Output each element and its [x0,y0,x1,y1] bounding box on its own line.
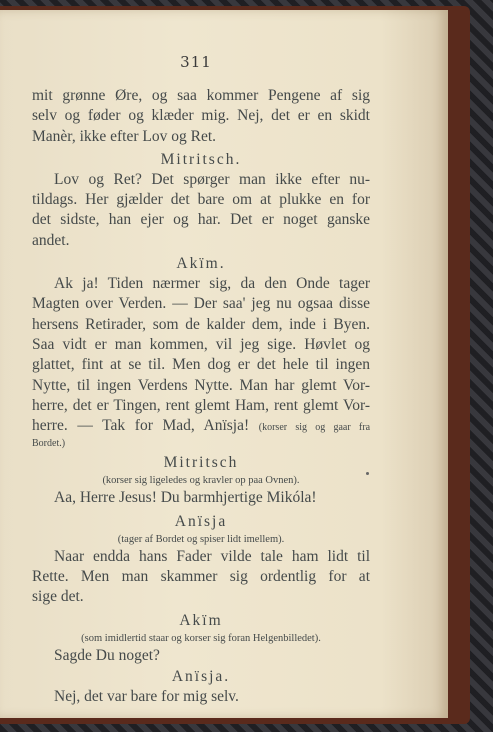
text-line: Ak ja! Tiden nærmer sig, da den Onde tager [54,275,370,293]
text-line: andet. [32,231,70,249]
stage-direction: (korser sig ligeledes og kravler op paa Ovnen). [102,475,300,487]
text-line: Sagde Du noget? [54,646,160,664]
text-line: Saa vidt er man kommen, vil jeg sige. Høvlet og [32,335,370,353]
text-line: herre, det er Tingen, rent glemt Ham, rent glemt Vor- [32,396,370,414]
speaker-name: Anïsja. [171,667,231,685]
stage-direction: (som imidlertid staar og korser sig foran Helgenbilledet). [81,632,321,644]
speaker-name: Anïsja [174,512,228,530]
text-line: Nej, det var bare for mig selv. [54,687,239,705]
dialogue-text: herre. — Tak for Mad, Anïsja! [32,417,259,435]
text-line: Nytte, til ingen Verdens Nytte. Man har glemt Vor- [32,376,370,394]
stage-direction: (korser sig og gaar fra [258,422,371,434]
speaker-name: Mitritsch [163,454,239,472]
text-line: Lov og Ret? Det spørger man ikke efter nu- [54,170,370,188]
text-line: selv og føder og klæder mig. Nej, det er en skidt [32,107,370,125]
stage-direction: Bordet.) [32,438,66,450]
stage-direction: (tager af Bordet og spiser lidt imellem). [117,533,285,545]
text-line: det sidste, han ejer og har. Det er noget ganske [32,211,370,229]
text-line: tildags. Her gjælder det bare om at plukke en for [32,191,370,209]
text-line [32,416,370,436]
text-line: sige det. [32,588,84,606]
speaker-name: Mitritsch. [160,150,242,168]
text-line: Aa, Herre Jesus! Du barmhjertige Mikóla! [54,489,317,507]
text-line: Magten over Verden. — Der saa' jeg nu ogsaa disse [32,295,370,313]
book-page [0,10,448,718]
text-line: glattet, fint at se til. Men dog er det hele til ingen [32,356,370,374]
page-number: 311 [180,53,212,71]
speaker-name: Akïm [179,611,223,629]
page-text [32,86,370,707]
text-line: hersens Retirader, som de kalder dem, inde i Byen. [32,315,370,333]
text-line: mit grønne Øre, og saa kommer Pengene af sig [32,87,370,104]
text-line: Manèr, ikke efter Lov og Ret. [32,127,217,145]
speaker-name: Akïm. [176,255,226,273]
text-line: Naar endda hans Fader vilde tale ham lidt til [54,547,370,565]
text-line: Rette. Men man skammer sig ordentlig for at [32,568,370,586]
